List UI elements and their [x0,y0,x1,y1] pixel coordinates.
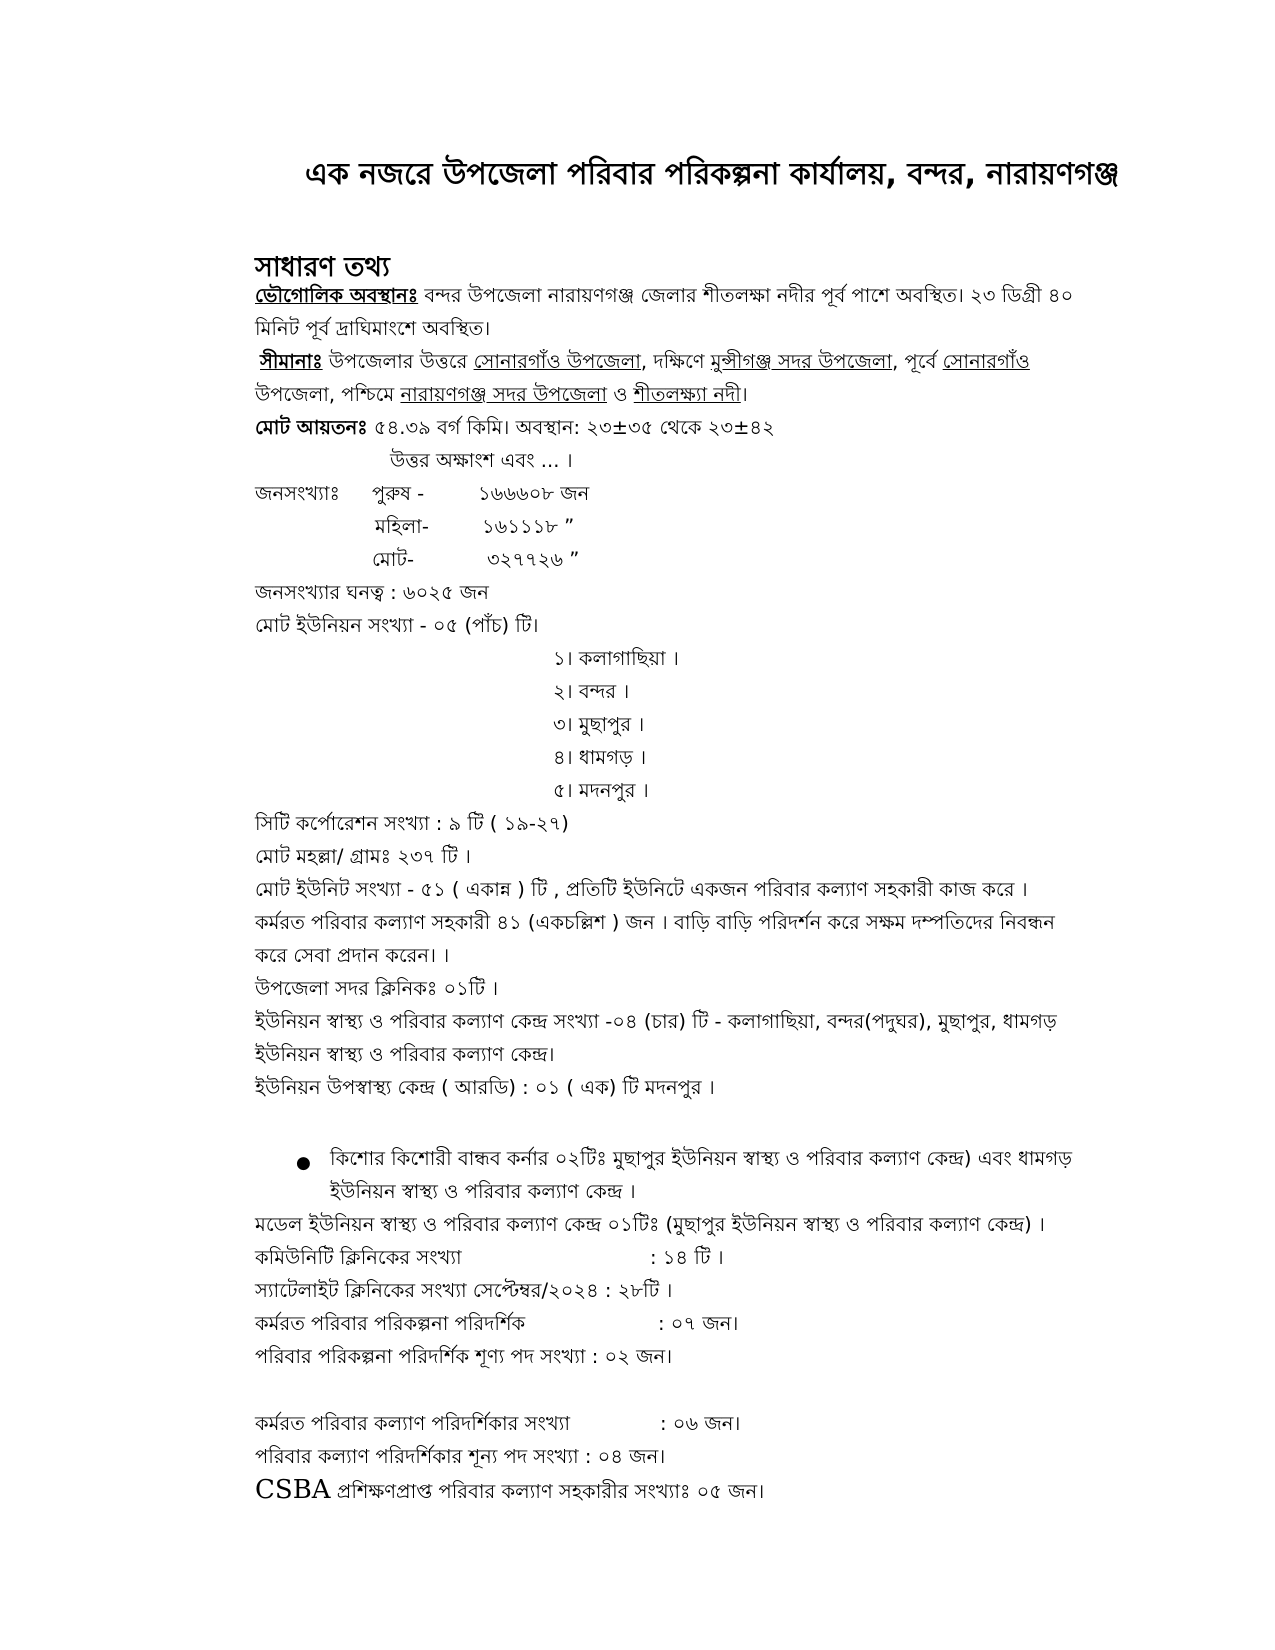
fwv-label: কর্মরত পরিবার কল্যাণ পরিদর্শিকার সংখ্যা [255,1412,570,1435]
units-line: মোট ইউনিট সংখ্যা - ৫১ ( একান্ন ) টি , প্রতিটি ইউনিটে একজন পরিবার কল্যাণ সহকারী কাজ করে । [255,878,1028,901]
page-title: এক নজরে উপজেলা পরিবার পরিকল্পনা কার্যালয়, বন্দর, নারায়ণগঞ্জ [305,157,1120,192]
fpi-label: কর্মরত পরিবার পরিকল্পনা পরিদর্শিক [255,1312,526,1335]
unions-heading: মোট ইউনিয়ন সংখ্যা - ০৫ (পাঁচ) টি। [255,614,539,637]
fwa-line-1: কর্মরত পরিবার কল্যাণ সহকারী ৪১ (একচল্লিশ ) জন । বাড়ি বাড়ি পরিদর্শন করে সক্ষম দম্পতিদের নিবন্ধন [255,911,1055,934]
geo-line-2: মিনিট পূর্ব দ্রাঘিমাংশে অবস্থিত। [255,317,491,340]
population-label: জনসংখ্যাঃ [255,482,340,505]
boundary-line-2: উপজেলা, পশ্চিমে নারায়ণগঞ্জ সদর উপজেলা ও শীতলক্ষ্যা নদী। [255,383,748,406]
boundary-river: শীতলক্ষ্যা নদী [633,383,741,406]
boundary-east: সোনারগাঁও [942,350,1030,373]
csba-text: প্রশিক্ষণপ্রাপ্ত পরিবার কল্যাণ সহকারীর সংখ্যাঃ ০৫ জন। [330,1480,765,1503]
area-line [255,414,775,442]
mohalla-line: মোট মহল্লা/ গ্রামঃ ২৩৭ টি । [255,845,471,868]
section-heading: সাধারণ তথ্য [255,252,390,283]
population-total-value: ৩২৭৭২৬ ” [487,548,580,571]
geo-line-1 [255,282,1073,310]
area-text: ৫৪.৩৯ বর্গ কিমি। অবস্থান: ২৩±৩৫ থেকে ২৩±৪২ [367,416,775,439]
uhfwc-line-2: ইউনিয়ন স্বাস্থ্য ও পরিবার কল্যাণ কেন্দ্র। [255,1043,555,1066]
boundary-line-1: সীমানাঃ উপজেলার উত্তরে সোনারগাঁও উপজেলা, দক্ষিণে মুন্সীগঞ্জ সদর উপজেলা, পূর্বে সোনারগাঁও [260,350,1030,373]
csba-line [255,1476,764,1506]
population-female-name: মহিলা- [375,515,429,538]
boundary-north: সোনারগাঁও উপজেলা [473,350,641,373]
boundary-south: মুন্সীগঞ্জ সদর উপজেলা [710,350,893,373]
community-clinic-label: কমিউনিটি ক্লিনিকের সংখ্যা [255,1246,462,1269]
fwv-value: : ০৬ জন। [660,1412,741,1435]
csba-abbr: CSBA [255,1475,331,1505]
union-item: ৪। ধামগড় । [553,746,647,769]
union-item: ৫। মদনপুর । [553,779,649,802]
fwa-line-2: করে সেবা প্রদান করেন। । [255,944,450,967]
uhfwc-line-1: ইউনিয়ন স্বাস্থ্য ও পরিবার কল্যাণ কেন্দ্র সংখ্যা -০৪ (চার) টি - কলাগাছিয়া, বন্দর(পদুঘর), মুছাপুর, ধামগড় [255,1010,1057,1033]
geo-label: ভৌগোলিক অবস্থানঃ [255,284,419,307]
union-item: ১। কলাগাছিয়া । [553,647,679,670]
fwv-vacant-line: পরিবার কল্যাণ পরিদর্শিকার শূন্য পদ সংখ্যা : ০৪ জন। [255,1445,666,1468]
bullet-line-2: ইউনিয়ন স্বাস্থ্য ও পরিবার কল্যাণ কেন্দ্র । [330,1180,636,1203]
model-center-line: মডেল ইউনিয়ন স্বাস্থ্য ও পরিবার কল্যাণ কেন্দ্র ০১টিঃ (মুছাপুর ইউনিয়ন স্বাস্থ্য ও পরিবার কল্যাণ কেন্দ্র) । [255,1213,1045,1236]
subcenter-line: ইউনিয়ন উপস্বাস্থ্য কেন্দ্র ( আরডি) : ০১ ( এক) টি মদনপুর । [255,1076,715,1099]
population-total-name: মোট- [372,548,415,571]
population-female-value: ১৬১১১৮ ” [482,515,575,538]
geo-text: বন্দর উপজেলা নারায়ণগঞ্জ জেলার শীতলক্ষা নদীর পূর্ব পাশে অবস্থিত। ২৩ ডিগ্রী ৪০ [418,284,1074,307]
boundary-west: নারায়ণগঞ্জ সদর উপজেলা [400,383,607,406]
boundary-label: সীমানাঃ [260,350,323,373]
bullet-line-1: কিশোর কিশোরী বান্ধব কর্নার ০২টিঃ মুছাপুর ইউনিয়ন স্বাস্থ্য ও পরিবার কল্যাণ কেন্দ্র) এবং ধামগড় [330,1147,1073,1170]
city-corporation-line: সিটি কর্পোরেশন সংখ্যা : ৯ টি ( ১৯-২৭) [255,812,569,835]
community-clinic-value: : ১৪ টি । [650,1246,724,1269]
population-density: জনসংখ্যার ঘনত্ব : ৬০২৫ জন [255,581,489,604]
fpi-value: : ০৭ জন। [658,1312,739,1335]
area-line-2: উত্তর অক্ষাংশ এবং ... । [390,449,573,472]
population-male-value: ১৬৬৬০৮ জন [478,482,590,505]
union-item: ২। বন্দর । [553,680,630,703]
fpi-vacant-line: পরিবার পরিকল্পনা পরিদর্শিক শূণ্য পদ সংখ্যা : ০২ জন। [255,1345,673,1368]
area-label: মোট আয়তনঃ [255,416,368,439]
bullet-icon: ● [296,1153,311,1173]
union-item: ৩। মুছাপুর । [553,713,645,736]
satellite-clinic-line: স্যাটেলাইট ক্লিনিকের সংখ্যা সেপ্টেম্বর/২০২৪ : ২৮টি । [255,1279,673,1302]
population-male-name: পুরুষ - [372,482,425,505]
clinic-line: উপজেলা সদর ক্লিনিকঃ ০১টি । [255,977,499,1000]
